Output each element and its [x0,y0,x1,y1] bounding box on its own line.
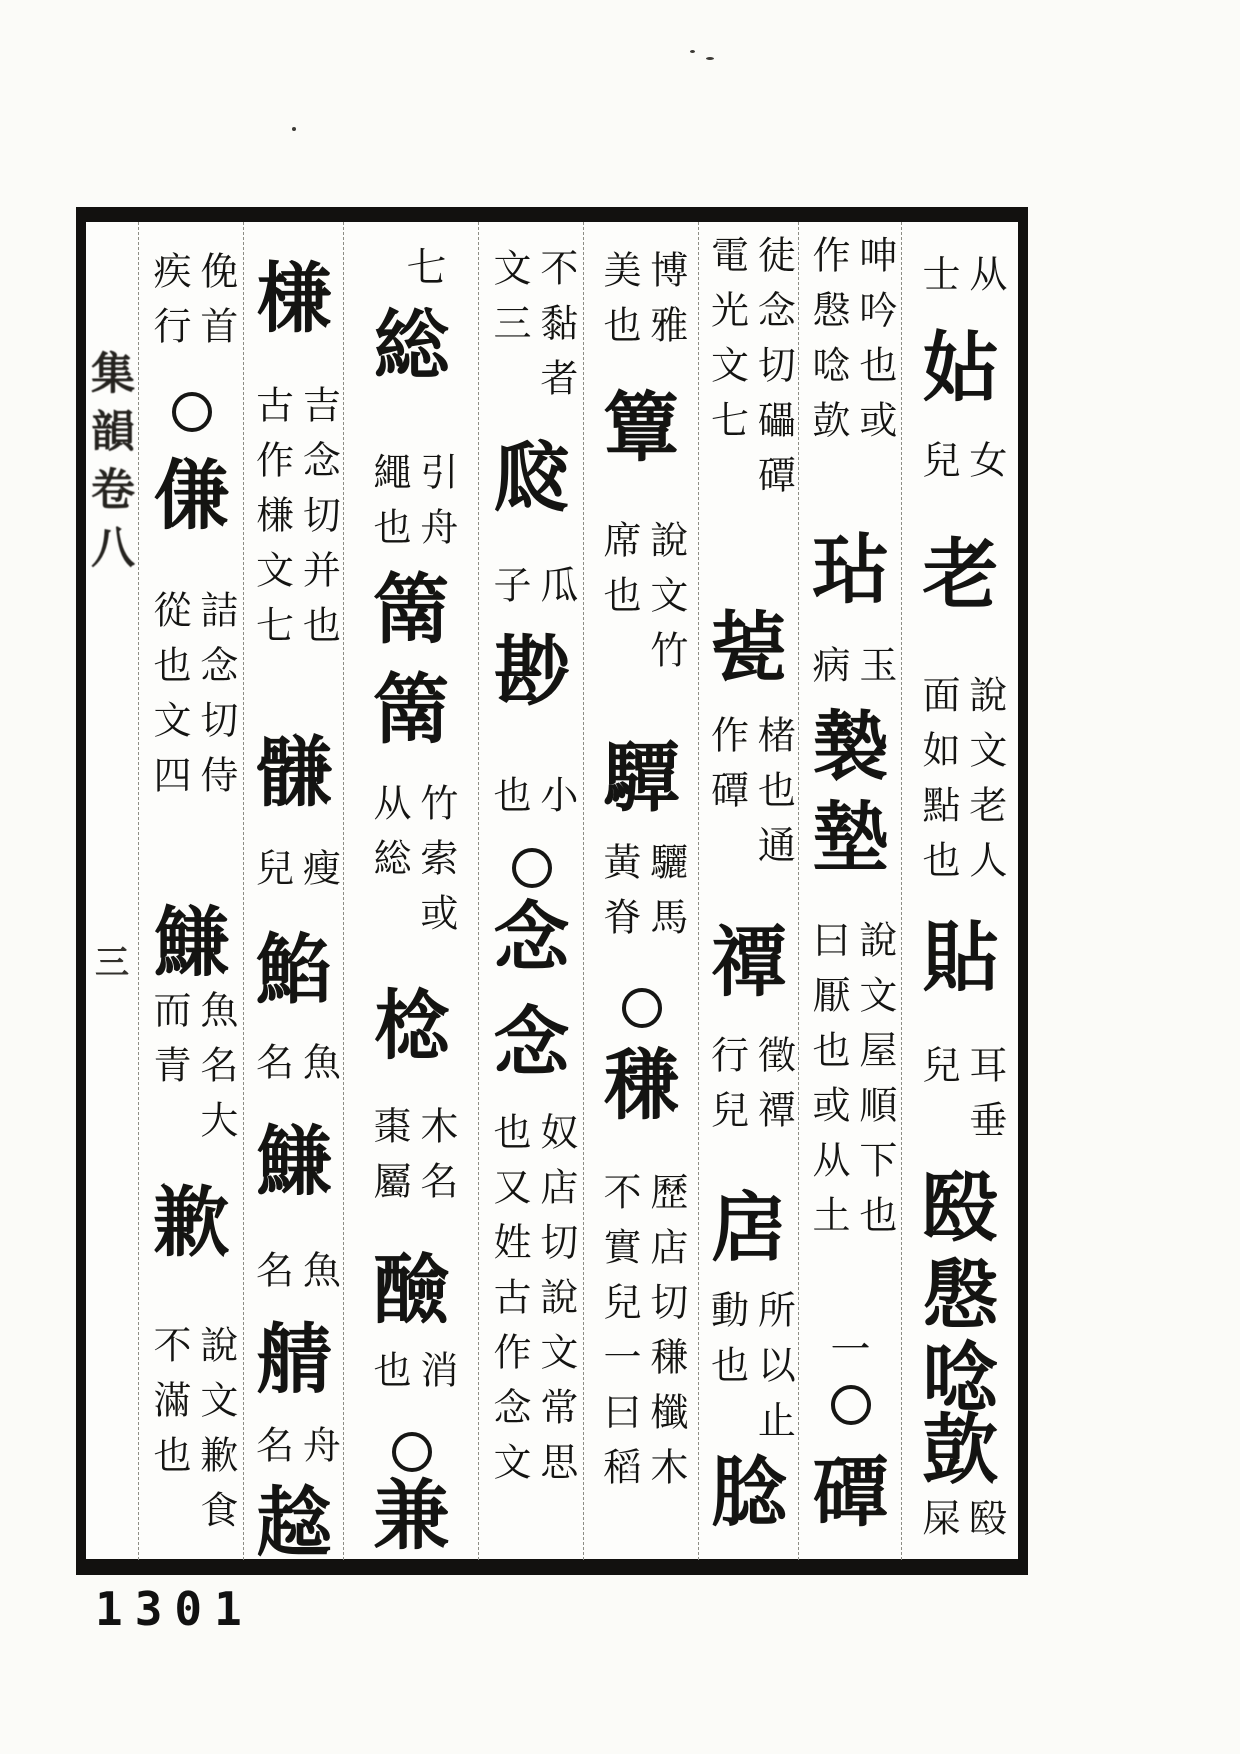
gloss-left: 从総 [367,783,411,893]
gloss-left: 也 [487,775,531,830]
gloss-note [699,1290,799,1455]
head-char: 䯡 [256,728,332,817]
gloss-left: 而青 [147,990,191,1100]
head-char: 㰻 [922,1405,999,1494]
gloss-left: 從也文四 [147,590,191,810]
gloss-left: 兒 [916,440,960,495]
head-char: 䑶 [256,1315,332,1404]
gloss-note [344,783,479,948]
column-2 [798,222,902,1560]
gloss-note [139,1325,244,1545]
gloss-right: 說文竹 [643,520,688,685]
gloss-left: 名 [249,1250,294,1305]
book-title: 集韻卷八 [83,350,134,582]
gloss-right: 說文老人 [962,675,1007,895]
head-char: 歉 [153,1178,230,1267]
gloss-note [902,675,1019,895]
head-char: 褺 [812,702,889,791]
gloss-note [344,1106,479,1216]
head-char: 䈒 [373,665,450,754]
head-char: 扂 [711,1183,787,1272]
head-char: 㼎 [493,433,570,522]
gloss-note [584,1172,699,1502]
gloss-left: 也又姓古作念文 [487,1112,531,1497]
head-char: 兼 [373,1471,450,1560]
gloss-right: 不黏者 [533,248,578,413]
gloss-note [799,645,902,700]
head-char: 㚲 [922,323,999,412]
separator-circle [622,988,662,1028]
gloss-note [344,452,479,562]
head-char: 䈒 [373,565,450,654]
gloss-right: 小 [533,775,578,830]
head-char: 鰜 [153,898,230,987]
gloss-left: 不實兒一曰稻 [597,1172,641,1502]
gloss-note [902,1498,1019,1553]
gloss-note [344,1350,479,1405]
folio-marker: 三 [95,943,129,983]
gloss-right: 說文歉食 [193,1325,238,1545]
head-char: 唸 [922,1333,999,1422]
head-char: 禫 [711,918,787,1007]
gloss-note [699,1035,799,1145]
head-char: 㼭 [711,603,787,692]
gloss-left: 作磹 [704,715,749,825]
column-4 [583,222,699,1560]
column-title-strip [83,222,138,1560]
separator-circle [172,392,212,432]
gloss-note [244,1425,344,1480]
gloss-note [244,1250,344,1305]
gloss-right: 瘦 [296,848,341,903]
gloss-note [244,385,344,660]
separator-circle [392,1432,432,1472]
head-char: 簟 [603,383,680,472]
gloss-left: 也 [367,1350,411,1405]
gloss-right: 木名 [413,1106,458,1216]
gloss-note [479,565,584,620]
head-char: 驔 [603,733,680,822]
gloss-note [139,251,244,361]
column-8 [138,222,244,1560]
gloss-left: 疾行 [147,251,191,361]
ink-speck [706,57,714,60]
gloss-right: 驪馬 [643,842,688,952]
separator-circle [512,848,552,888]
gloss-left: 繩也 [367,452,411,562]
head-char: 鰜 [256,1117,332,1206]
gloss-note [479,248,584,413]
gloss-note [584,842,699,952]
gloss-right: 玉 [852,645,897,700]
gloss-right: 从 [962,254,1007,309]
gloss-note [902,440,1019,495]
text-block-frame [76,207,1028,1575]
head-char: 念 [493,893,570,982]
gloss-left: 席也 [597,520,641,630]
gloss-left: 曰厭也或从土 [806,920,850,1250]
column-5 [478,222,584,1560]
column-1 [901,222,1019,1560]
head-char: 玷 [812,525,889,614]
gloss-right: 魚 [296,1042,341,1097]
gloss-left: 棗屬 [367,1106,411,1216]
small-char: 七 [406,245,447,291]
gloss-right: 殹 [962,1498,1007,1553]
gloss-right: 魚 [296,1250,341,1305]
gloss-left: 美也 [597,250,641,360]
gloss-note [584,520,699,685]
gloss-note [699,715,799,880]
gloss-note [799,235,902,455]
gloss-right: 舟 [296,1425,341,1480]
gloss-note [699,235,799,510]
head-char: 墊 [812,793,889,882]
gloss-right: 瓜 [533,565,578,620]
gloss-note [902,1045,1019,1155]
gloss-right: 博雅 [643,250,688,360]
gloss-note [479,775,584,830]
gloss-right: 消 [413,1350,458,1405]
gloss-left: 不滿也 [147,1325,191,1490]
gloss-right: 詰念切侍 [193,590,238,810]
gloss-left: 名 [249,1042,294,1097]
gloss-note [799,920,902,1250]
gloss-right: 女 [962,440,1007,495]
head-char: 傔 [153,451,230,540]
gloss-left: 面如點也 [916,675,960,895]
head-char: 念 [493,998,570,1087]
gloss-note [244,1042,344,1097]
head-char: 尠 [493,627,570,716]
head-char: 槏 [256,254,332,343]
gloss-right: 歷店切稴櫼木 [643,1172,688,1502]
gloss-right: 徵禫 [751,1035,796,1145]
head-char: 磹 [812,1448,889,1537]
gloss-left: 兒 [916,1045,960,1100]
gloss-right: 呻吟也或 [852,235,897,455]
column-3 [698,222,799,1560]
gloss-left: 行兒 [704,1035,749,1145]
column-6 [343,222,479,1560]
gloss-note [584,250,699,360]
head-char: 腍 [711,1448,787,1537]
gloss-left: 士 [916,254,960,309]
gloss-left: 名 [249,1425,294,1480]
gloss-left: 作慇唸㰻 [806,235,850,455]
column-7 [243,222,344,1567]
gloss-right: 俛首 [193,251,238,361]
gloss-right: 徒念切礧磹 [751,235,796,510]
small-char: 一 [830,1327,871,1373]
head-char: 棯 [373,981,450,1070]
gloss-right: 楮也通 [751,715,796,880]
gloss-right: 奴店切說文常思 [533,1112,578,1497]
gloss-note [902,254,1019,309]
gloss-left: 黃脊 [597,842,641,952]
head-char: 醶 [373,1245,450,1334]
head-char: 慇 [922,1251,999,1340]
gloss-left: 動也 [704,1290,749,1400]
gloss-right: 耳垂 [962,1045,1007,1155]
gloss-left: 電光文七 [704,235,749,455]
ink-speck [292,127,296,131]
gloss-left: 病 [806,645,850,700]
separator-circle [831,1385,871,1425]
gloss-left: 文三 [487,248,531,358]
head-char: 稴 [603,1041,680,1130]
gloss-right: 魚名大 [193,990,238,1155]
gloss-right: 竹索或 [413,783,458,948]
gloss-note [244,848,344,903]
gloss-note [139,590,244,810]
page-number: 1301 [95,1582,254,1636]
gloss-right: 引舟 [413,452,458,562]
head-char: 趝 [256,1478,332,1567]
gloss-left: 屎 [916,1498,960,1553]
head-char: 貼 [922,913,999,1002]
gloss-left: 兒 [249,848,294,903]
gloss-note [479,1112,584,1497]
head-char: 䱤 [256,925,332,1014]
gloss-left: 子 [487,565,531,620]
gloss-right: 吉念切并也 [296,385,341,660]
gloss-note [139,990,244,1155]
head-char: 殹 [922,1163,999,1252]
head-char: 総 [373,301,450,390]
head-char: 老 [922,530,999,619]
gloss-left: 古作槏文七 [249,385,294,660]
gloss-right: 說文屋順下也 [852,920,897,1250]
gloss-right: 所以止 [751,1290,796,1455]
ink-speck [690,50,695,53]
